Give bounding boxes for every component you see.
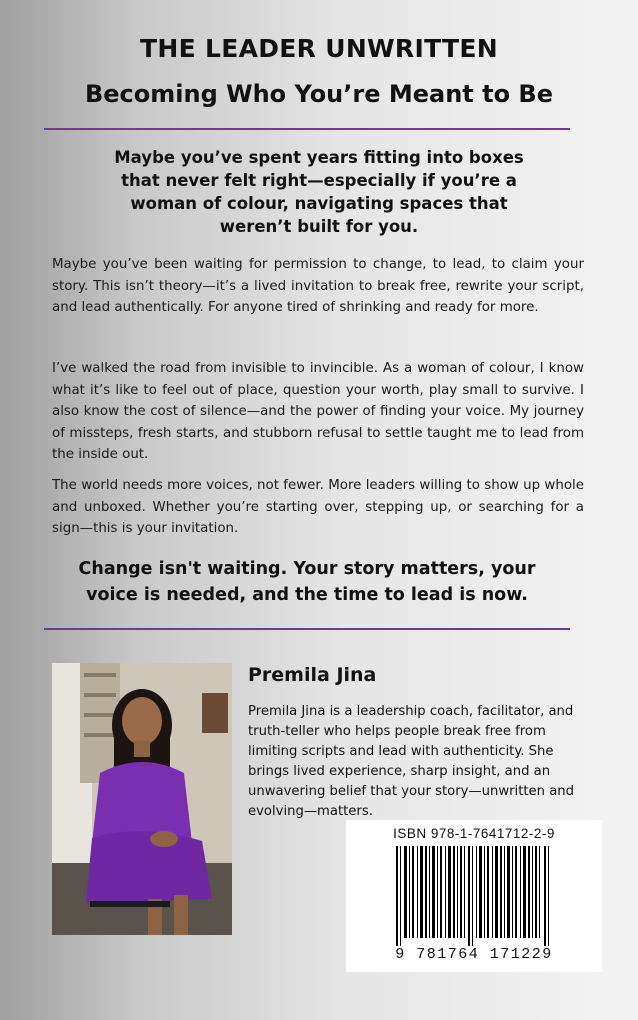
ean-digits: 9 781764 171229 — [395, 946, 553, 963]
closing-statement — [44, 556, 570, 608]
closing-line: voice is needed, and the time to lead is now. — [86, 585, 528, 605]
bottom-divider — [44, 628, 570, 630]
blurb-paragraph-1: Maybe you’ve been waiting for permission to change, to lead, to claim your story. This isn’t theory—it’s a lived invitation to break free, rewrite your script, and lead authentically. For anyone tired of shrinking and ready for more. — [52, 257, 584, 315]
lead-line: weren’t built for you. — [219, 217, 419, 236]
book-subtitle: Becoming Who You’re Meant to Be — [84, 80, 554, 108]
blurb-paragraph-3: The world needs more voices, not fewer. More leaders willing to show up whole and unboxed. Whether you’re starting over, stepping up, or searching for a sign—this is your invitation. — [52, 478, 584, 536]
closing-line: Change isn't waiting. Your story matters, your — [78, 559, 536, 579]
lead-line: that never felt right—especially if you’re a — [121, 171, 517, 190]
lead-statement — [64, 146, 574, 238]
book-title: THE LEADER UNWRITTEN — [140, 34, 498, 63]
top-divider — [44, 128, 570, 130]
lead-line: woman of colour, navigating spaces that — [130, 194, 508, 213]
author-name: Premila Jina — [248, 664, 377, 686]
isbn-label: ISBN 978-1-7641712-2-9 — [393, 826, 555, 841]
lead-line: Maybe you’ve spent years fitting into boxes — [114, 148, 524, 167]
blurb-paragraph-2: I’ve walked the road from invisible to invincible. As a woman of colour, I know what it’s like to feel out of place, question your worth, play small to survive. I also know the cost of silence—and the power of finding your voice. My journey of missteps, fresh starts, and stubborn refusal to settle taught me to lead from the inside out. — [52, 361, 584, 462]
author-photo — [52, 663, 232, 935]
isbn-barcode — [346, 820, 602, 972]
barcode-bars — [394, 846, 554, 946]
author-bio: Premila Jina is a leadership coach, facilitator, and truth-teller who helps people break free from limiting scripts and lead with authenticity. She brings lived experience, sharp insight, and an unwavering belief that your story—unwritten and evolving—matters. — [248, 704, 575, 819]
